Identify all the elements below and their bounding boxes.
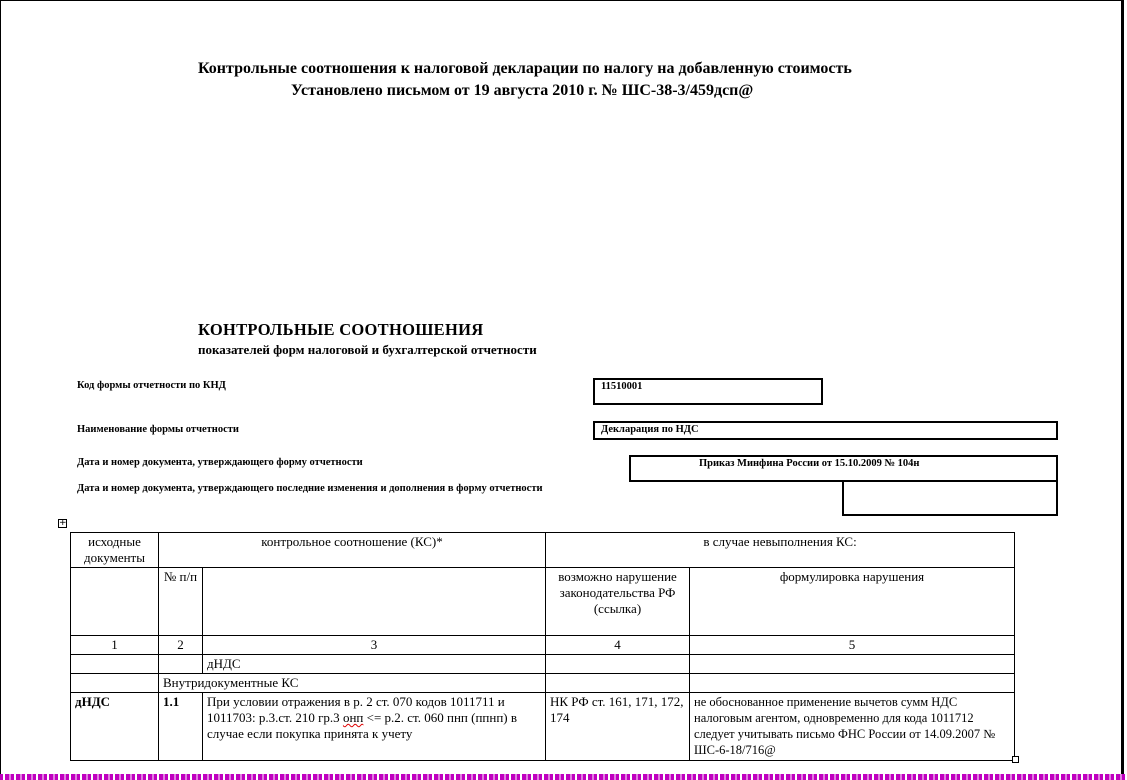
row-violation-wording: не обоснованное применение вычетов сумм НДС налоговым агентом, одновременно для кода 1011712 следует учитывать письмо ФНС России от 14.09.2007 № ШС-6-18/716@: [690, 693, 1015, 761]
row-law-reference: НК РФ ст. 161, 171, 172, 174: [546, 693, 690, 761]
approve-doc-label: Дата и номер документа, утверждающего форму отчетности: [77, 457, 363, 468]
header-row-number: № п/п: [159, 568, 203, 636]
row-source-doc: дНДС: [71, 693, 159, 761]
section-dnds-label: дНДС: [203, 655, 546, 674]
document-title: Контрольные соотношения к налоговой декларации по налогу на добавленную стоимость: [198, 60, 852, 77]
control-ratios-table: [70, 532, 1015, 761]
row-control-ratio: При условии отражения в р. 2 ст. 070 кодов 1011711 и 1011703: р.3.ст. 210 гр.3 онп <= р.2. ст. 060 пнп (ппнп) в случае если покупка принята к учету: [203, 693, 546, 761]
approve-doc-field[interactable]: Приказ Минфина России от 15.10.2009 № 104н: [629, 455, 1058, 482]
table-header-row: [71, 533, 1015, 568]
document-subtitle: Установлено письмом от 19 августа 2010 г. № ШС-38-3/459дсп@: [291, 82, 754, 99]
table-move-handle-icon[interactable]: +: [59, 518, 67, 528]
header-empty-cell: [203, 568, 546, 636]
header-violation-wording: формулировка нарушения: [690, 568, 1015, 636]
column-number: 1: [71, 636, 159, 655]
table-resize-handle-icon[interactable]: [1012, 756, 1019, 763]
changes-doc-label: Дата и номер документа, утверждающего последние изменения и дополнения в форму отчетности: [77, 483, 543, 494]
header-source-docs: исходные документы: [71, 533, 159, 568]
form-name-label: Наименование формы отчетности: [77, 424, 239, 435]
column-number: 5: [690, 636, 1015, 655]
column-number: 4: [546, 636, 690, 655]
section-heading: КОНТРОЛЬНЫЕ СООТНОШЕНИЯ: [198, 320, 484, 339]
table-subheader-row: [71, 568, 1015, 636]
column-numbers-row: [71, 636, 1015, 655]
column-number: 3: [203, 636, 546, 655]
section-internal-label: Внутридокументные КС: [159, 674, 546, 693]
header-if-failed: в случае невыполнения КС:: [546, 533, 1015, 568]
knd-field[interactable]: 11510001: [593, 378, 823, 405]
knd-label: Код формы отчетности по КНД: [77, 380, 226, 391]
header-empty-cell: [71, 568, 159, 636]
header-law-reference: возможно нарушение законодательства РФ (ссылка): [546, 568, 690, 636]
changes-doc-field[interactable]: [842, 480, 1058, 516]
form-name-field[interactable]: Декларация по НДС: [593, 421, 1058, 440]
section-subheading: показателей форм налоговой и бухгалтерской отчетности: [198, 342, 537, 357]
section-row-dnds: [71, 655, 1015, 674]
page-bottom-border: [0, 774, 1127, 780]
row-number: 1.1: [159, 693, 203, 761]
section-row-internal: [71, 674, 1015, 693]
header-control-ratio: контрольное соотношение (КС)*: [159, 533, 546, 568]
table-row: [71, 693, 1015, 761]
column-number: 2: [159, 636, 203, 655]
